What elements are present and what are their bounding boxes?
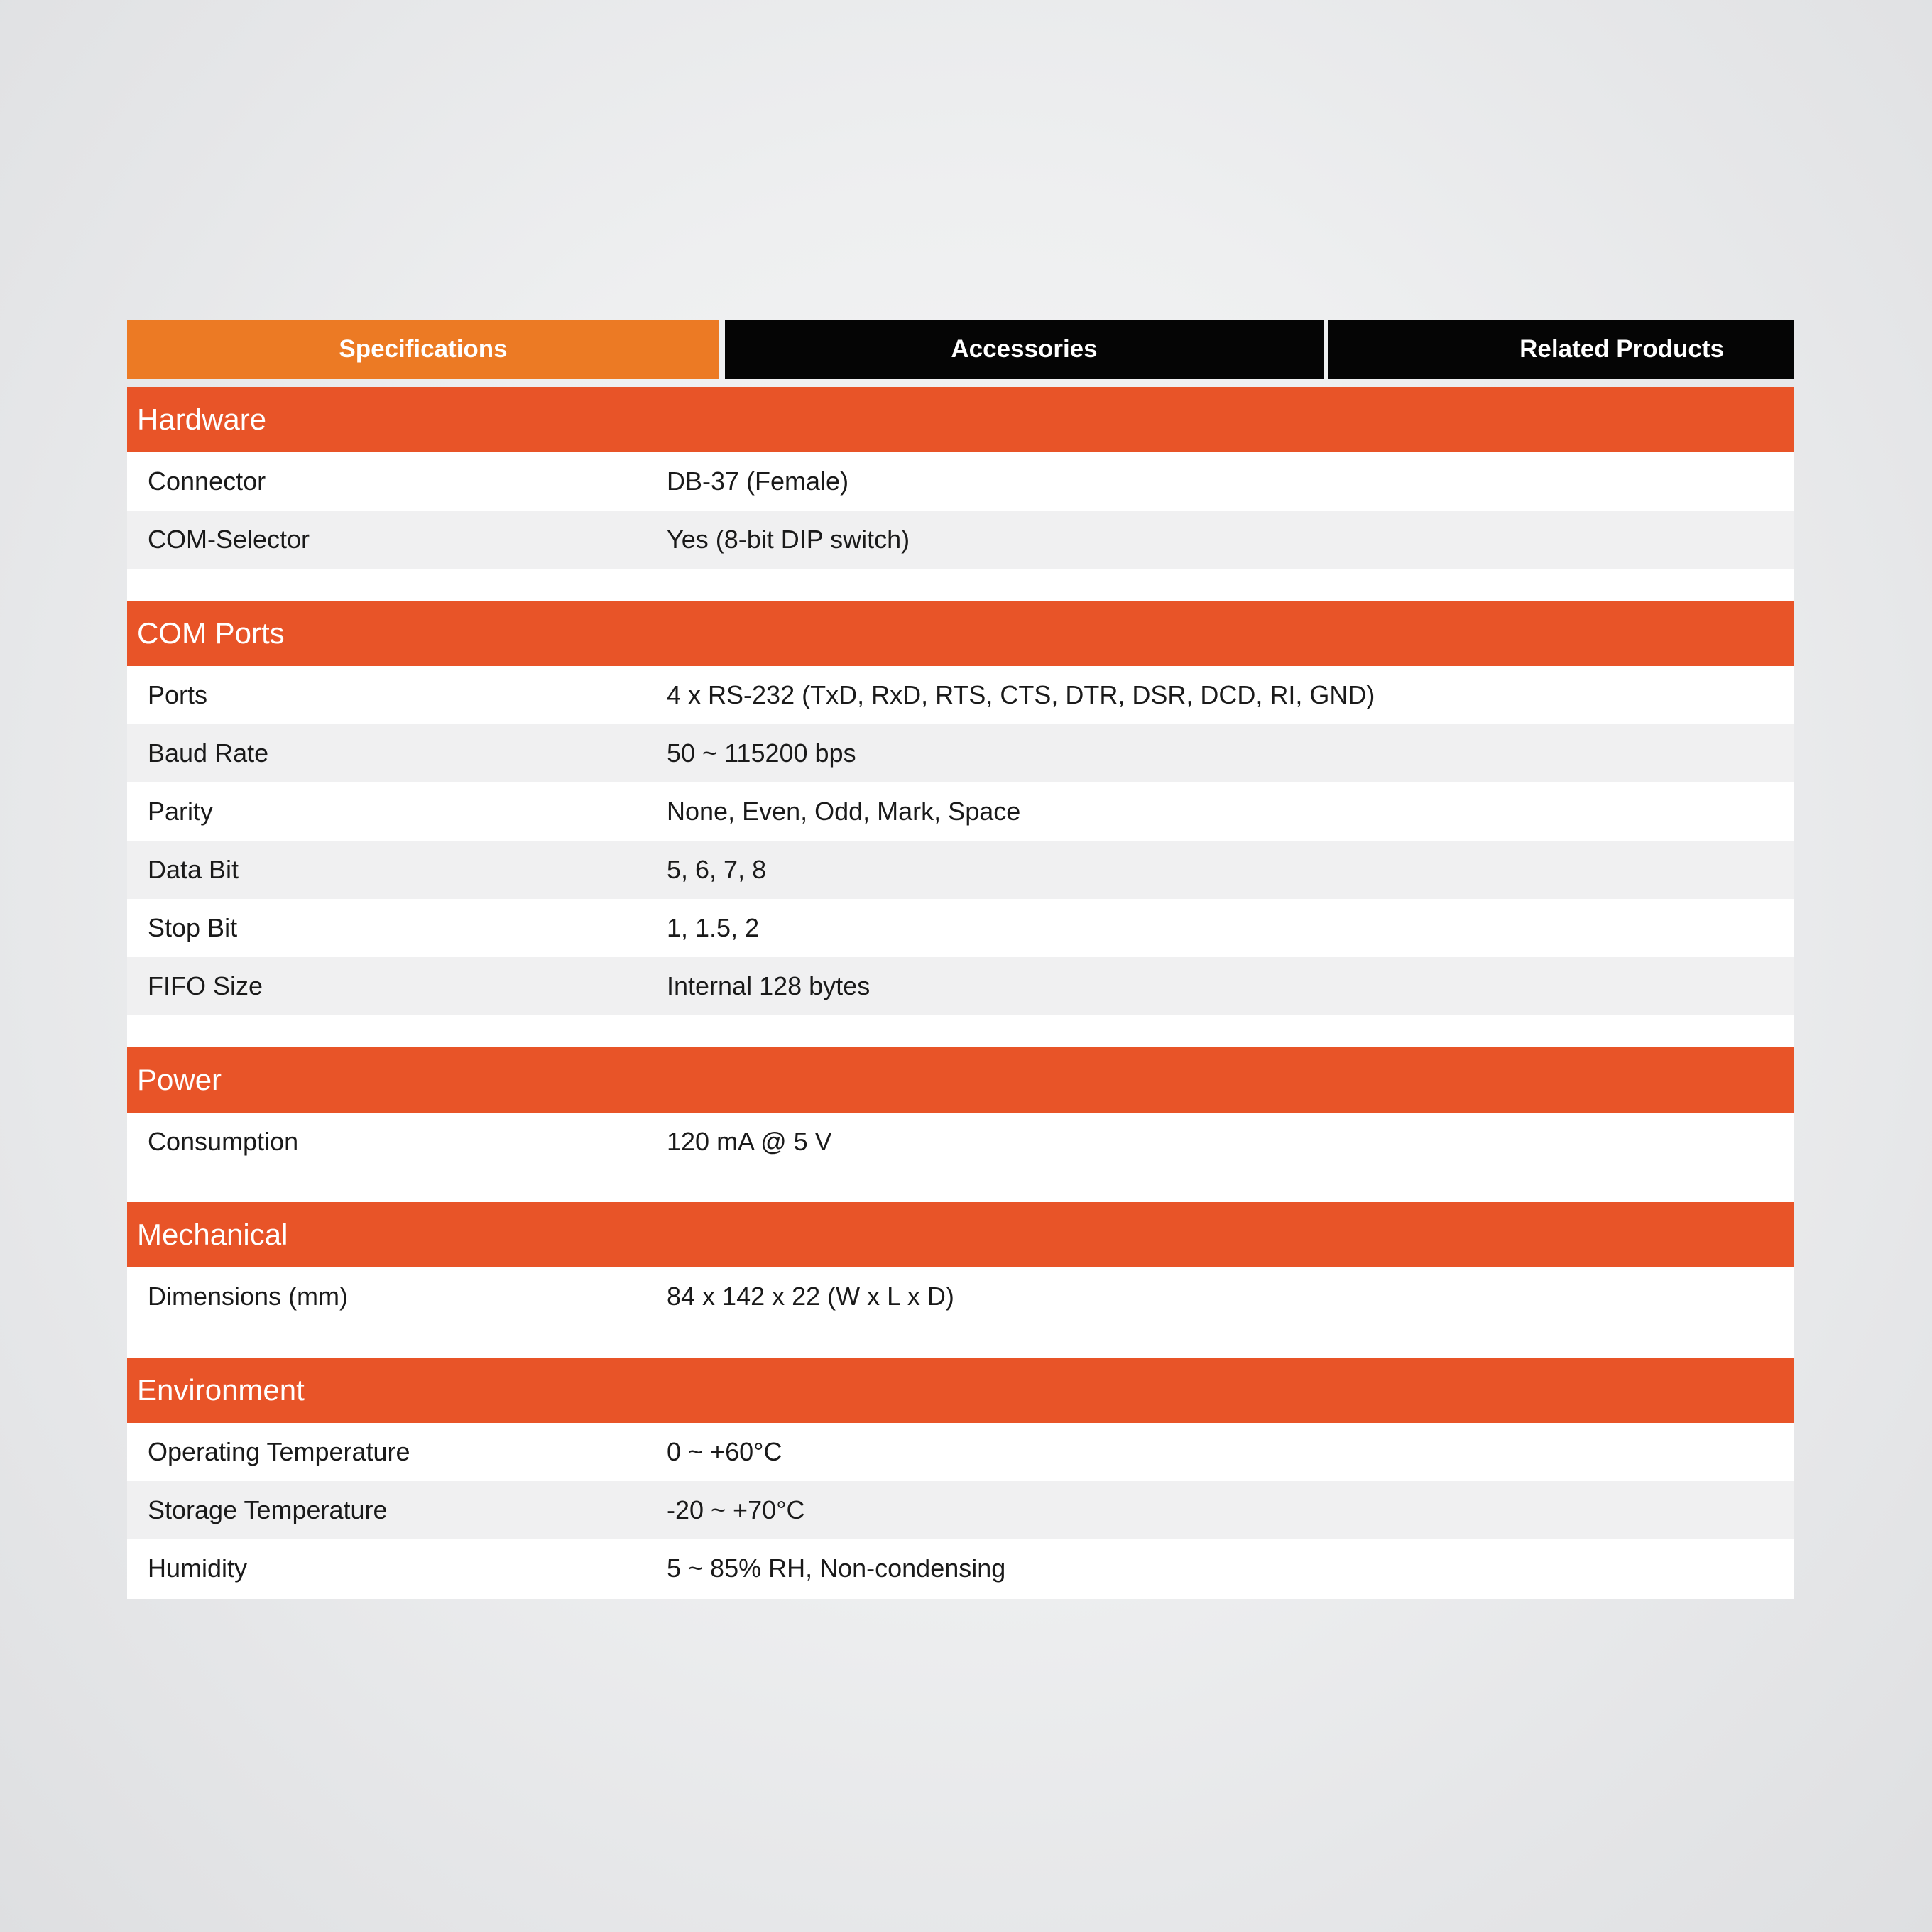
spec-value: Internal 128 bytes	[667, 971, 871, 1000]
spec-label: Stop Bit	[148, 913, 238, 942]
spec-value: 4 x RS-232 (TxD, RxD, RTS, CTS, DTR, DSR, DCD, RI, GND)	[667, 680, 1375, 709]
spec-value: Yes (8-bit DIP switch)	[667, 525, 910, 554]
spec-value: 120 mA @ 5 V	[667, 1127, 832, 1156]
tab-specifications[interactable]	[127, 320, 719, 379]
spec-row	[127, 666, 1794, 724]
spec-row	[127, 841, 1794, 899]
section-title: COM Ports	[137, 616, 285, 650]
spec-label: Parity	[148, 797, 214, 826]
section-title: Environment	[137, 1373, 305, 1407]
spec-row	[127, 1539, 1794, 1598]
tab-accessories-label: Accessories	[951, 335, 1098, 363]
spec-row	[127, 1267, 1794, 1326]
spec-value: DB-37 (Female)	[667, 466, 849, 496]
spec-value: 50 ~ 115200 bps	[667, 738, 856, 768]
spec-row	[127, 511, 1794, 569]
spec-value: -20 ~ +70°C	[667, 1495, 805, 1524]
spec-label: Ports	[148, 680, 208, 709]
spec-label: Operating Temperature	[148, 1437, 410, 1466]
section-header	[127, 1047, 1794, 1113]
spec-row	[127, 1423, 1794, 1481]
spec-label: Data Bit	[148, 855, 239, 884]
spec-section-com-ports	[127, 601, 1794, 1047]
spec-value: 1, 1.5, 2	[667, 913, 760, 942]
spec-row	[127, 1113, 1794, 1171]
section-spacer	[127, 1015, 1794, 1047]
spec-section-power	[127, 1047, 1794, 1202]
section-spacer	[127, 1326, 1794, 1358]
spec-row	[127, 1481, 1794, 1539]
tab-specifications-label: Specifications	[339, 335, 508, 363]
spec-label: Connector	[148, 466, 266, 496]
section-spacer	[127, 1598, 1794, 1599]
section-spacer	[127, 1171, 1794, 1202]
spec-label: Storage Temperature	[148, 1495, 388, 1524]
spec-label: Consumption	[148, 1127, 299, 1156]
spec-section-mechanical	[127, 1202, 1794, 1358]
product-detail-panel	[127, 320, 1794, 1599]
section-header	[127, 1202, 1794, 1267]
section-title: Power	[137, 1063, 222, 1096]
spec-value: 5, 6, 7, 8	[667, 855, 767, 884]
tab-accessories[interactable]	[725, 320, 1324, 379]
spec-row	[127, 957, 1794, 1015]
tab-related-products[interactable]	[1328, 320, 1794, 379]
spec-value: 84 x 142 x 22 (W x L x D)	[667, 1282, 954, 1311]
spec-value: 5 ~ 85% RH, Non-condensing	[667, 1554, 1006, 1583]
section-header	[127, 387, 1794, 452]
spec-section-hardware	[127, 387, 1794, 601]
section-spacer	[127, 569, 1794, 601]
spec-row	[127, 724, 1794, 782]
tab-bar	[127, 320, 1794, 379]
spec-row	[127, 452, 1794, 511]
section-header	[127, 1358, 1794, 1423]
spec-label: COM-Selector	[148, 525, 310, 554]
spec-value: 0 ~ +60°C	[667, 1437, 782, 1466]
spec-value: None, Even, Odd, Mark, Space	[667, 797, 1021, 826]
spec-label: Humidity	[148, 1554, 248, 1583]
spec-label: Baud Rate	[148, 738, 269, 768]
tab-related-products-label: Related Products	[1519, 335, 1724, 363]
section-title: Hardware	[137, 403, 267, 436]
section-title: Mechanical	[137, 1218, 288, 1251]
section-header	[127, 601, 1794, 666]
spec-section-environment	[127, 1358, 1794, 1599]
spec-label: FIFO Size	[148, 971, 263, 1000]
spec-label: Dimensions (mm)	[148, 1282, 349, 1311]
spec-row	[127, 782, 1794, 841]
spec-row	[127, 899, 1794, 957]
